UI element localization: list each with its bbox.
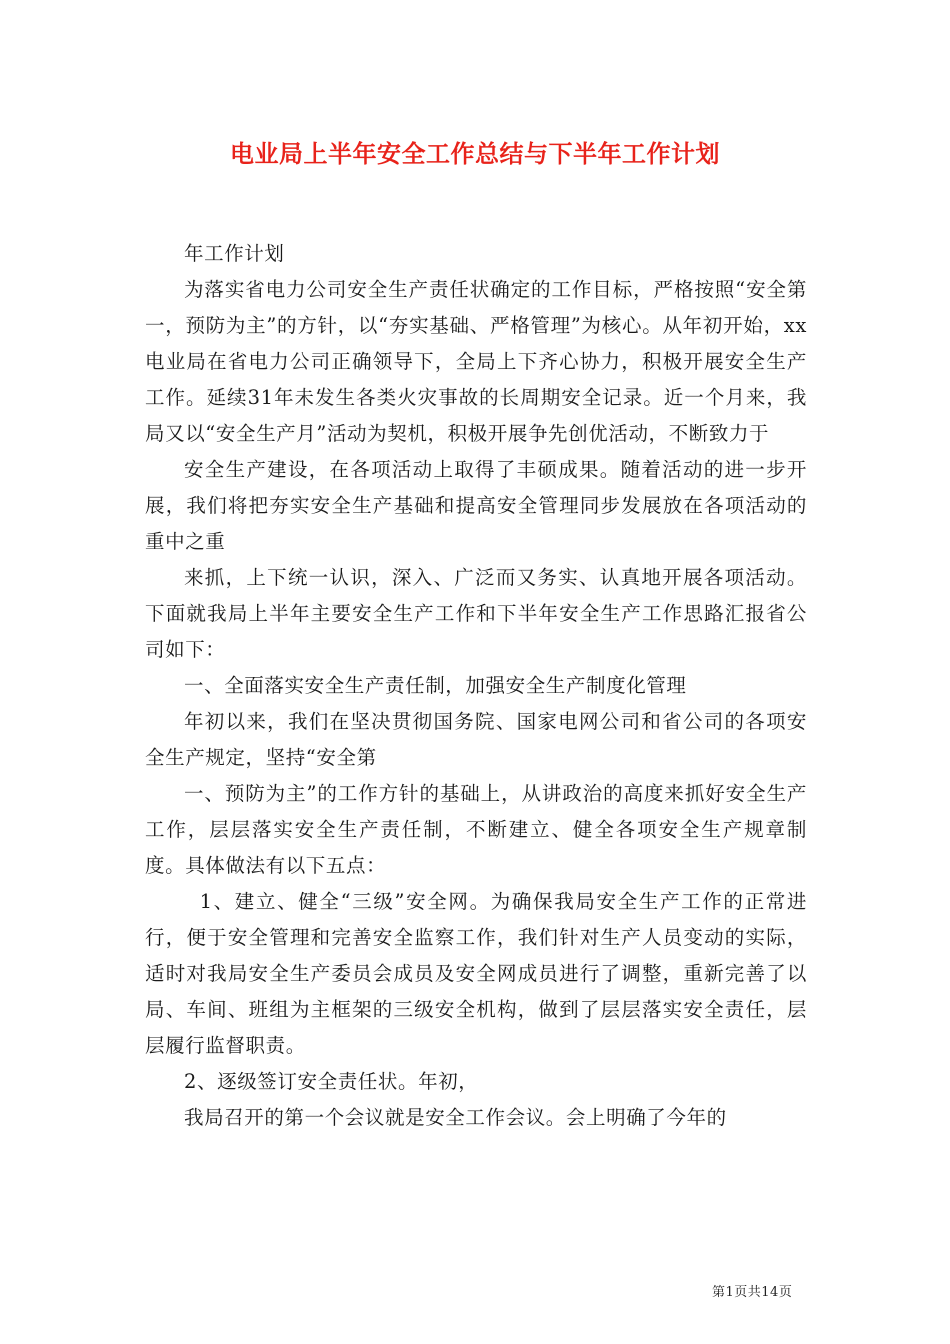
section-heading: 一、全面落实安全生产责任制，加强安全生产制度化管理 [184,674,687,697]
paragraph: 来抓，上下统一认识，深入、广泛而又务实、认真地开展各项活动。下面就我局上半年主要安全生产工作和下半年安全生产工作思路汇报省公司如下： [145,566,807,661]
document-title: 电业局上半年安全工作总结与下半年工作计划 [230,139,720,168]
paragraph: 年初以来，我们在坚决贯彻国务院、国家电网公司和省公司的各项安全生产规定，坚持“安全第 [145,710,807,769]
list-item: 2、逐级签订安全责任状。年初， [184,1070,479,1093]
paragraph: 我局召开的第一个会议就是安全工作会议。会上明确了今年的 [184,1106,727,1129]
document-body [145,236,807,1136]
paragraph: 一、预防为主”的工作方针的基础上，从讲政治的高度来抓好安全生产工作，层层落实安全生产责任制，不断建立、健全各项安全生产规章制度。具体做法有以下五点： [145,782,807,877]
paragraph: 为落实省电力公司安全生产责任状确定的工作目标，严格按照“安全第一，预防为主”的方针，以“夯实基础、严格管理”为核心。从年初开始，xx电业局在省电力公司正确领导下，全局上下齐心协力，积极开展安全生产工作。延续31年未发生各类火灾事故的长周期安全记录。近一个月来，我局又以“安全生产月”活动为契机，积极开展争先创优活动，不断致力于 [145,278,807,445]
page-number: 第1页共14页 [712,1285,793,1300]
paragraph: 年工作计划 [184,242,285,265]
list-item: 1、建立、健全“三级”安全网。为确保我局安全生产工作的正常进行，便于安全管理和完善安全监察工作，我们针对生产人员变动的实际，适时对我局安全生产委员会成员及安全网成员进行了调整，重新完善了以局、车间、班组为主框架的三级安全机构，做到了层层落实安全责任，层层履行监督职责。 [145,890,807,1057]
paragraph: 安全生产建设，在各项活动上取得了丰硕成果。随着活动的进一步开展，我们将把夯实安全生产基础和提高安全管理同步发展放在各项活动的重中之重 [145,458,807,553]
